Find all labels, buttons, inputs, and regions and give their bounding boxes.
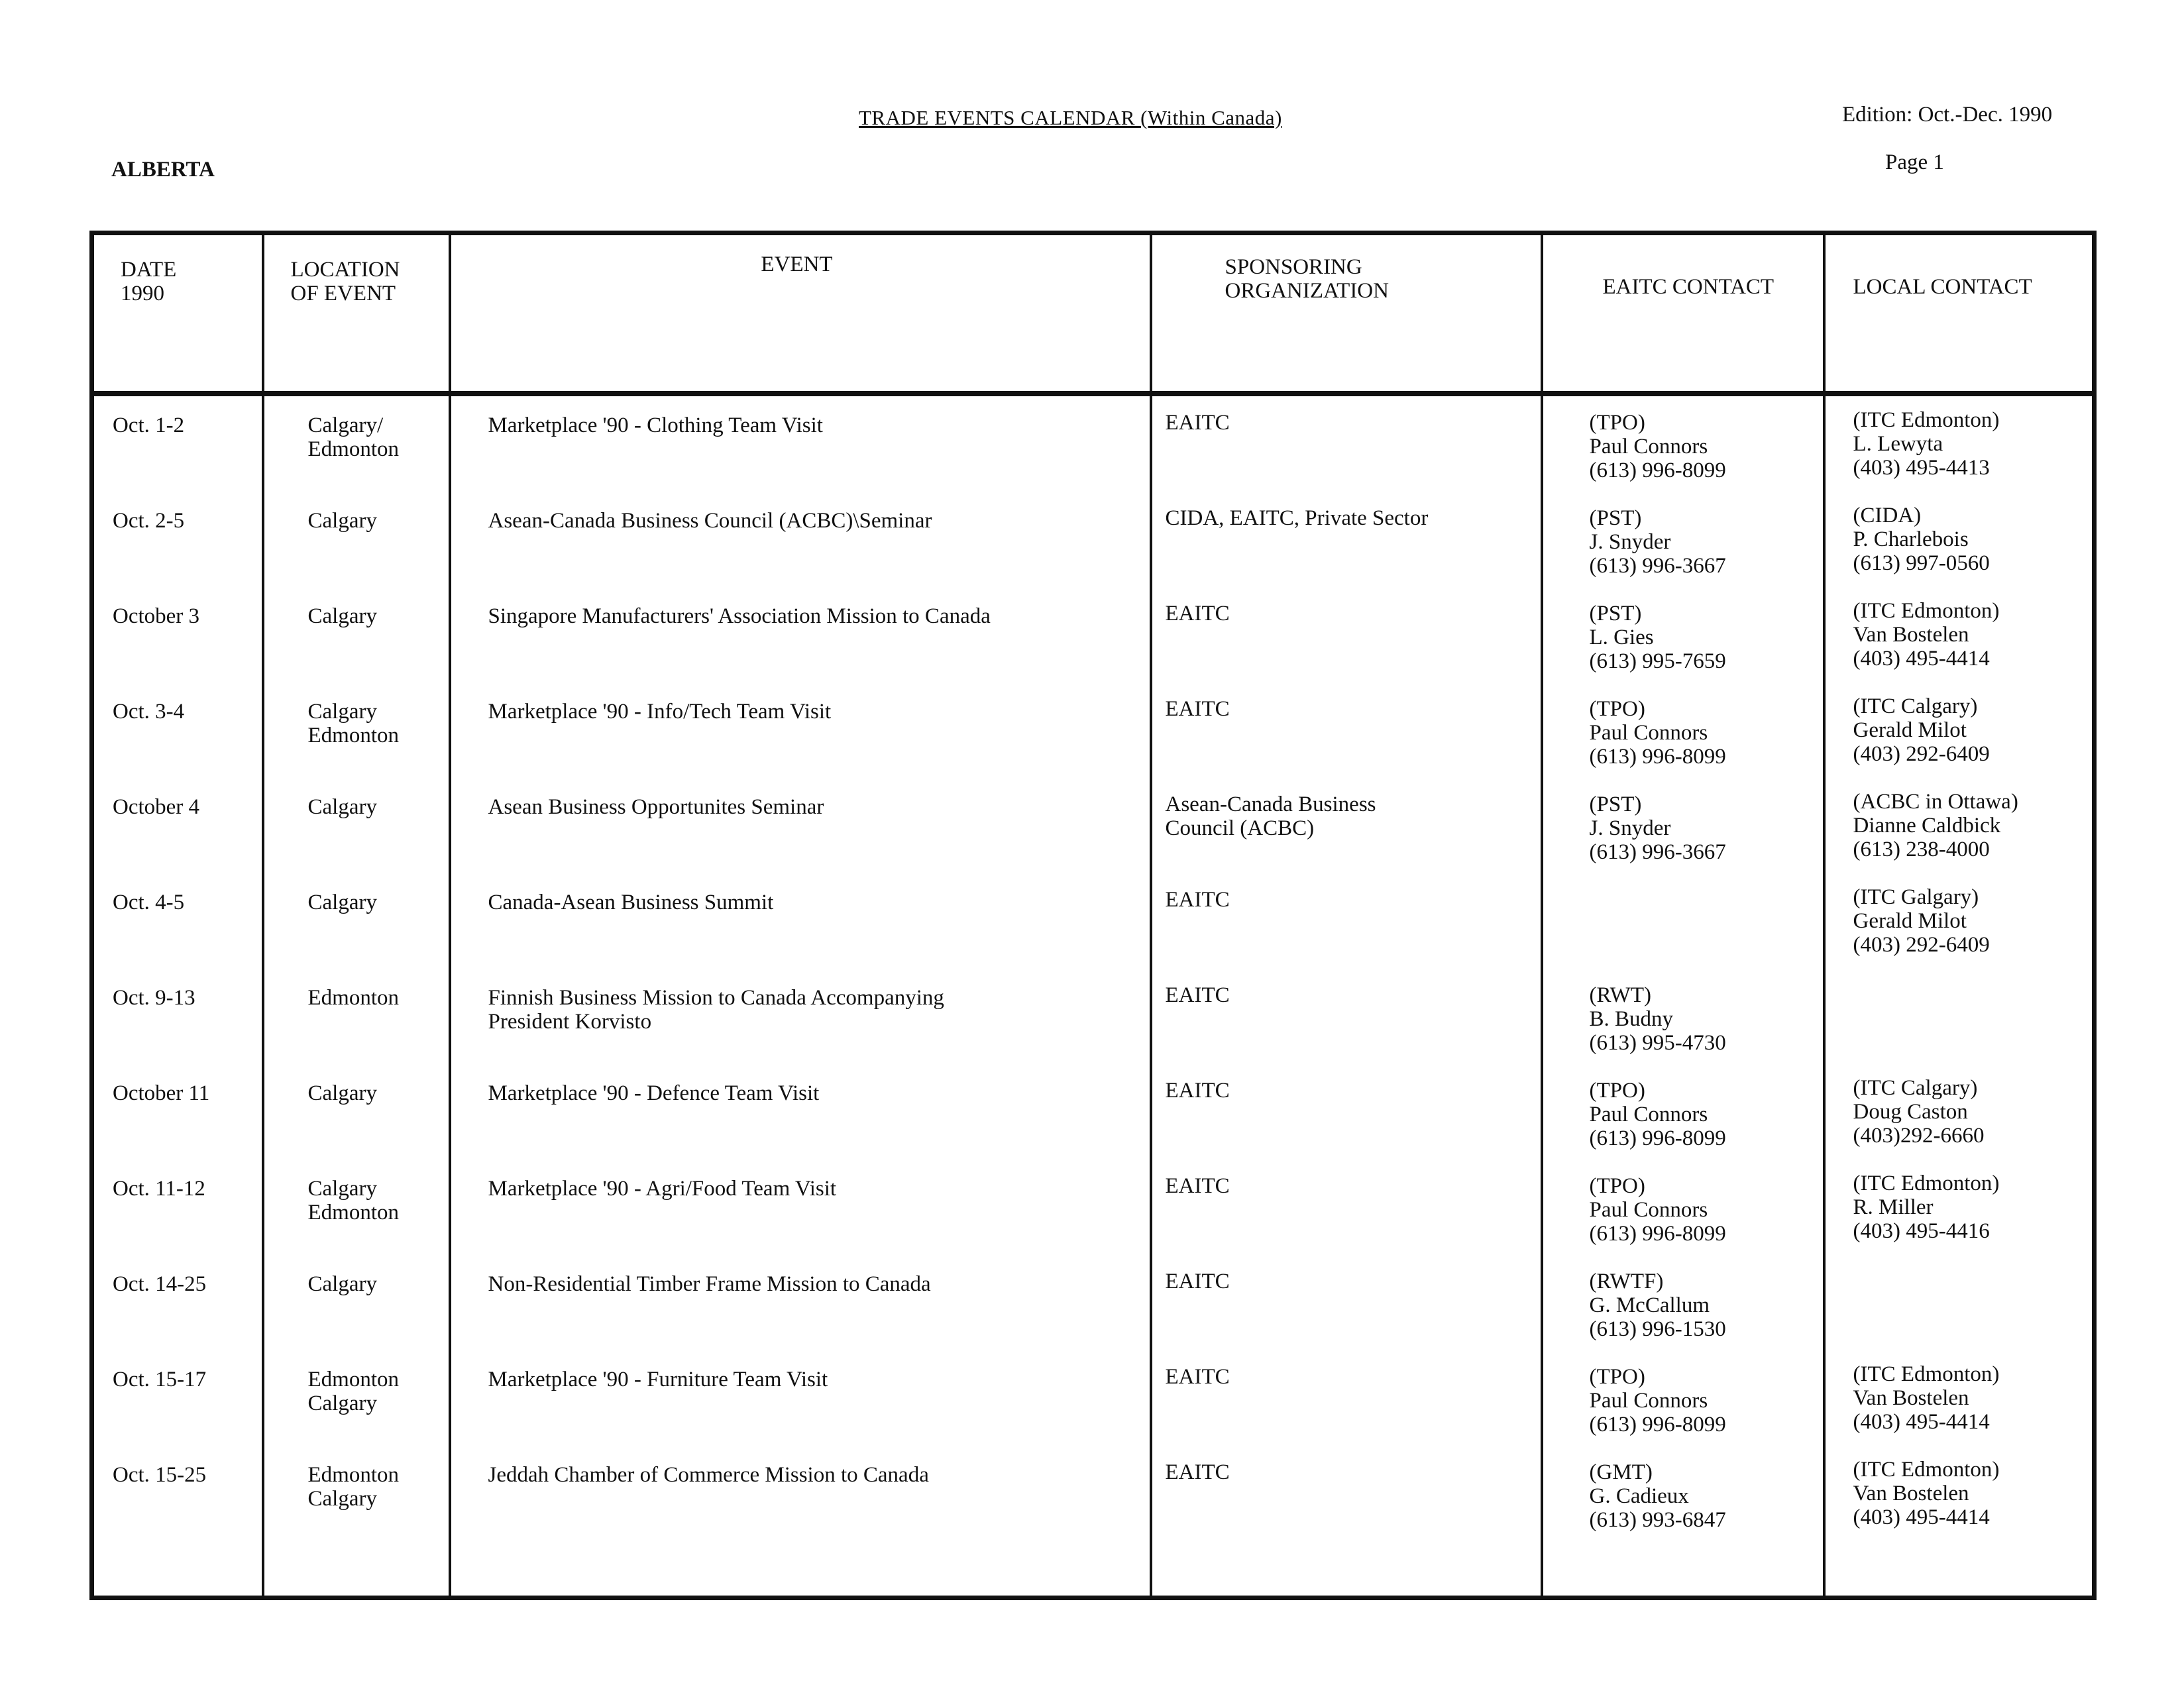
cell-event bbox=[450, 1160, 1151, 1255]
column-header-location bbox=[263, 233, 450, 394]
cell-location bbox=[263, 969, 450, 1064]
cell-eaitc-contact bbox=[1542, 587, 1824, 682]
cell-line: Calgary bbox=[307, 604, 377, 628]
cell-sponsor bbox=[1151, 394, 1542, 492]
cell-line: (403) 292-6409 bbox=[1853, 933, 1990, 957]
cell-local-contact bbox=[1824, 682, 2095, 778]
edition-label: Edition: Oct.-Dec. 1990 bbox=[1842, 103, 2053, 127]
cell-line: (ACBC in Ottawa) bbox=[1853, 790, 2018, 814]
cell-eaitc-contact bbox=[1542, 1350, 1824, 1446]
cell-line: (PST) bbox=[1589, 602, 1642, 625]
cell-line: EAITC bbox=[1165, 1365, 1230, 1389]
province-heading: ALBERTA bbox=[111, 158, 215, 182]
column-header-event bbox=[450, 233, 1151, 394]
cell-line: EAITC bbox=[1165, 411, 1230, 435]
cell-event bbox=[450, 682, 1151, 778]
cell-line: Calgary bbox=[307, 509, 377, 533]
cell-date bbox=[92, 969, 263, 1064]
cell-line: Marketplace '90 - Clothing Team Visit bbox=[488, 413, 823, 437]
cell-line: (TPO) bbox=[1589, 1174, 1645, 1198]
cell-line: (ITC Edmonton) bbox=[1853, 408, 2000, 432]
cell-sponsor bbox=[1151, 969, 1542, 1064]
cell-line: October 11 bbox=[113, 1081, 210, 1105]
table-header-row bbox=[92, 233, 2095, 394]
cell-line: Council (ACBC) bbox=[1165, 816, 1315, 840]
cell-line: (403) 495-4414 bbox=[1853, 1505, 1990, 1529]
cell-location bbox=[263, 682, 450, 778]
cell-line: EAITC bbox=[1165, 983, 1230, 1007]
cell-local-contact bbox=[1824, 587, 2095, 682]
cell-line: Edmonton bbox=[307, 1463, 399, 1487]
cell-line: Calgary bbox=[307, 795, 377, 819]
cell-line: (613) 996-8099 bbox=[1589, 1126, 1726, 1150]
cell-local-contact bbox=[1824, 1064, 2095, 1160]
cell-line: Dianne Caldbick bbox=[1853, 814, 2001, 838]
cell-line: (613) 238-4000 bbox=[1853, 838, 1990, 861]
table-row bbox=[92, 394, 2095, 492]
cell-line: Oct. 15-17 bbox=[113, 1368, 207, 1391]
cell-line: (613) 996-1530 bbox=[1589, 1317, 1726, 1341]
cell-line: Paul Connors bbox=[1589, 1389, 1708, 1413]
cell-line: (TPO) bbox=[1589, 1079, 1645, 1103]
cell-event bbox=[450, 1350, 1151, 1446]
table-row bbox=[92, 969, 2095, 1064]
cell-date bbox=[92, 1064, 263, 1160]
cell-line: (ITC Edmonton) bbox=[1853, 599, 2000, 623]
table-row bbox=[92, 1446, 2095, 1598]
cell-line: Finnish Business Mission to Canada Accompanying bbox=[488, 986, 944, 1010]
cell-date bbox=[92, 1160, 263, 1255]
table-row bbox=[92, 1350, 2095, 1446]
cell-line: Edmonton bbox=[307, 986, 399, 1010]
cell-line: P. Charlebois bbox=[1853, 527, 1969, 551]
cell-event bbox=[450, 1446, 1151, 1598]
table-row bbox=[92, 1064, 2095, 1160]
cell-line: EAITC bbox=[1165, 602, 1230, 625]
cell-line: (613) 996-3667 bbox=[1589, 840, 1726, 864]
cell-line: Marketplace '90 - Agri/Food Team Visit bbox=[488, 1177, 837, 1201]
cell-line: Marketplace '90 - Furniture Team Visit bbox=[488, 1368, 828, 1391]
cell-line: (GMT) bbox=[1589, 1460, 1653, 1484]
events-table bbox=[89, 231, 2097, 1600]
cell-event bbox=[450, 1255, 1151, 1350]
cell-line: Van Bostelen bbox=[1853, 1482, 1969, 1505]
cell-line: Edmonton bbox=[307, 1368, 399, 1391]
page-number: Page 1 bbox=[1885, 150, 1944, 174]
cell-location bbox=[263, 1064, 450, 1160]
cell-line: (613) 997-0560 bbox=[1853, 551, 1990, 575]
cell-line: Oct. 9-13 bbox=[113, 986, 195, 1010]
cell-line: Oct. 2-5 bbox=[113, 509, 185, 533]
cell-line: (ITC Edmonton) bbox=[1853, 1458, 2000, 1482]
cell-line: Calgary bbox=[307, 1391, 377, 1415]
cell-location bbox=[263, 1446, 450, 1598]
cell-line: Canada-Asean Business Summit bbox=[488, 891, 774, 914]
cell-date bbox=[92, 778, 263, 873]
cell-line: Edmonton bbox=[307, 1201, 399, 1224]
cell-line: J. Snyder bbox=[1589, 530, 1671, 554]
cell-location bbox=[263, 492, 450, 587]
cell-sponsor bbox=[1151, 873, 1542, 969]
cell-local-contact bbox=[1824, 969, 2095, 1064]
cell-local-contact bbox=[1824, 1160, 2095, 1255]
cell-line: (403) 495-4413 bbox=[1853, 456, 1990, 480]
cell-line: (613) 996-8099 bbox=[1589, 745, 1726, 769]
cell-line: (613) 995-7659 bbox=[1589, 649, 1726, 673]
cell-line: L. Gies bbox=[1589, 625, 1654, 649]
cell-line: (613) 996-8099 bbox=[1589, 1413, 1726, 1437]
cell-line: (613) 993-6847 bbox=[1589, 1508, 1726, 1532]
cell-line: (TPO) bbox=[1589, 697, 1645, 721]
cell-line: J. Snyder bbox=[1589, 816, 1671, 840]
cell-line: EAITC bbox=[1165, 1460, 1230, 1484]
cell-line: (RWT) bbox=[1589, 983, 1651, 1007]
cell-line: Calgary/ bbox=[307, 413, 384, 437]
cell-eaitc-contact bbox=[1542, 1446, 1824, 1598]
cell-line: (ITC Galgary) bbox=[1853, 885, 1979, 909]
cell-date bbox=[92, 682, 263, 778]
cell-line: CIDA, EAITC, Private Sector bbox=[1165, 506, 1429, 530]
cell-eaitc-contact bbox=[1542, 682, 1824, 778]
cell-line: (403) 495-4414 bbox=[1853, 1410, 1990, 1434]
cell-line: Calgary bbox=[307, 1177, 377, 1201]
cell-line: Calgary bbox=[307, 1081, 377, 1105]
cell-event bbox=[450, 969, 1151, 1064]
cell-line: (613) 995-4730 bbox=[1589, 1031, 1726, 1055]
cell-line: R. Miller bbox=[1853, 1195, 1934, 1219]
cell-event bbox=[450, 778, 1151, 873]
cell-line: L. Lewyta bbox=[1853, 432, 1943, 456]
cell-line: (ITC Calgary) bbox=[1853, 1076, 1978, 1100]
cell-sponsor bbox=[1151, 492, 1542, 587]
cell-eaitc-contact bbox=[1542, 492, 1824, 587]
table-row bbox=[92, 873, 2095, 969]
table-row bbox=[92, 778, 2095, 873]
cell-eaitc-contact bbox=[1542, 1064, 1824, 1160]
cell-line: (613) 996-8099 bbox=[1589, 459, 1726, 482]
cell-line: Paul Connors bbox=[1589, 435, 1708, 459]
table-row bbox=[92, 1160, 2095, 1255]
cell-location bbox=[263, 778, 450, 873]
page-title: TRADE EVENTS CALENDAR (Within Canada) bbox=[859, 106, 1282, 129]
cell-eaitc-contact bbox=[1542, 873, 1824, 969]
column-header-eaitc-contact bbox=[1542, 233, 1824, 394]
cell-sponsor bbox=[1151, 1064, 1542, 1160]
cell-line: (613) 996-8099 bbox=[1589, 1222, 1726, 1246]
cell-local-contact bbox=[1824, 1350, 2095, 1446]
column-header-date bbox=[92, 233, 263, 394]
table-row bbox=[92, 587, 2095, 682]
cell-local-contact bbox=[1824, 873, 2095, 969]
header-line: LOCAL CONTACT bbox=[1853, 275, 2032, 299]
cell-line: Marketplace '90 - Info/Tech Team Visit bbox=[488, 700, 832, 724]
cell-local-contact bbox=[1824, 394, 2095, 492]
cell-line: Calgary bbox=[307, 1487, 377, 1511]
cell-line: EAITC bbox=[1165, 888, 1230, 912]
cell-line: Oct. 3-4 bbox=[113, 700, 185, 724]
cell-location bbox=[263, 1350, 450, 1446]
cell-line: October 4 bbox=[113, 795, 200, 819]
cell-line: G. Cadieux bbox=[1589, 1484, 1689, 1508]
column-header-local-contact bbox=[1824, 233, 2095, 394]
cell-line: Calgary bbox=[307, 891, 377, 914]
cell-sponsor bbox=[1151, 682, 1542, 778]
cell-line: October 3 bbox=[113, 604, 200, 628]
cell-line: Doug Caston bbox=[1853, 1100, 1968, 1124]
cell-line: G. McCallum bbox=[1589, 1293, 1710, 1317]
cell-eaitc-contact bbox=[1542, 778, 1824, 873]
cell-eaitc-contact bbox=[1542, 1255, 1824, 1350]
header-line: LOCATION bbox=[290, 258, 400, 282]
header-line: ORGANIZATION bbox=[1225, 279, 1389, 303]
cell-line: Paul Connors bbox=[1589, 721, 1708, 745]
cell-sponsor bbox=[1151, 1446, 1542, 1598]
cell-line: (PST) bbox=[1589, 792, 1642, 816]
cell-line: Asean Business Opportunites Seminar bbox=[488, 795, 824, 819]
column-header-sponsor bbox=[1151, 233, 1542, 394]
cell-line: (CIDA) bbox=[1853, 504, 1922, 527]
cell-line: (ITC Edmonton) bbox=[1853, 1362, 2000, 1386]
cell-line: Calgary bbox=[307, 1272, 377, 1296]
cell-line: President Korvisto bbox=[488, 1010, 652, 1034]
cell-line: EAITC bbox=[1165, 1174, 1230, 1198]
cell-line: Asean-Canada Business bbox=[1165, 792, 1376, 816]
cell-line: Singapore Manufacturers' Association Mission to Canada bbox=[488, 604, 991, 628]
cell-line: EAITC bbox=[1165, 1270, 1230, 1293]
cell-eaitc-contact bbox=[1542, 1160, 1824, 1255]
cell-sponsor bbox=[1151, 1350, 1542, 1446]
header-line: DATE bbox=[121, 258, 177, 282]
cell-line: Marketplace '90 - Defence Team Visit bbox=[488, 1081, 820, 1105]
cell-local-contact bbox=[1824, 1446, 2095, 1598]
cell-line: Edmonton bbox=[307, 724, 399, 747]
header-line: EAITC CONTACT bbox=[1602, 275, 1774, 299]
cell-line: (403) 292-6409 bbox=[1853, 742, 1990, 766]
cell-eaitc-contact bbox=[1542, 969, 1824, 1064]
cell-eaitc-contact bbox=[1542, 394, 1824, 492]
cell-line: Calgary bbox=[307, 700, 377, 724]
cell-line: (ITC Calgary) bbox=[1853, 694, 1978, 718]
cell-line: Non-Residential Timber Frame Mission to Canada bbox=[488, 1272, 931, 1296]
cell-line: Oct. 15-25 bbox=[113, 1463, 207, 1487]
cell-date bbox=[92, 587, 263, 682]
cell-line: (TPO) bbox=[1589, 1365, 1645, 1389]
header-line: 1990 bbox=[121, 282, 164, 305]
cell-event bbox=[450, 492, 1151, 587]
cell-date bbox=[92, 1446, 263, 1598]
cell-date bbox=[92, 873, 263, 969]
cell-line: Oct. 14-25 bbox=[113, 1272, 207, 1296]
cell-line: (TPO) bbox=[1589, 411, 1645, 435]
cell-line: (ITC Edmonton) bbox=[1853, 1171, 2000, 1195]
cell-line: Gerald Milot bbox=[1853, 909, 1967, 933]
cell-local-contact bbox=[1824, 1255, 2095, 1350]
table-row bbox=[92, 492, 2095, 587]
header-line: EVENT bbox=[761, 252, 833, 276]
cell-date bbox=[92, 492, 263, 587]
cell-date bbox=[92, 1255, 263, 1350]
cell-location bbox=[263, 873, 450, 969]
cell-line: Oct. 4-5 bbox=[113, 891, 185, 914]
header-line: OF EVENT bbox=[290, 282, 396, 305]
cell-line: EAITC bbox=[1165, 697, 1230, 721]
cell-line: (403) 495-4416 bbox=[1853, 1219, 1990, 1243]
cell-location bbox=[263, 587, 450, 682]
cell-line: (PST) bbox=[1589, 506, 1642, 530]
table-row bbox=[92, 682, 2095, 778]
cell-line: EAITC bbox=[1165, 1079, 1230, 1103]
cell-location bbox=[263, 1160, 450, 1255]
cell-event bbox=[450, 873, 1151, 969]
cell-line: Jeddah Chamber of Commerce Mission to Canada bbox=[488, 1463, 929, 1487]
cell-location bbox=[263, 394, 450, 492]
cell-line: Oct. 1-2 bbox=[113, 413, 185, 437]
cell-line: Paul Connors bbox=[1589, 1198, 1708, 1222]
cell-location bbox=[263, 1255, 450, 1350]
cell-line: Gerald Milot bbox=[1853, 718, 1967, 742]
cell-line: Paul Connors bbox=[1589, 1103, 1708, 1126]
cell-line: (403)292-6660 bbox=[1853, 1124, 1985, 1148]
cell-sponsor bbox=[1151, 1160, 1542, 1255]
cell-event bbox=[450, 394, 1151, 492]
cell-local-contact bbox=[1824, 778, 2095, 873]
cell-sponsor bbox=[1151, 1255, 1542, 1350]
table-row bbox=[92, 1255, 2095, 1350]
cell-line: Van Bostelen bbox=[1853, 1386, 1969, 1410]
cell-event bbox=[450, 1064, 1151, 1160]
cell-line: (403) 495-4414 bbox=[1853, 647, 1990, 671]
cell-line: Van Bostelen bbox=[1853, 623, 1969, 647]
cell-line: (613) 996-3667 bbox=[1589, 554, 1726, 578]
cell-date bbox=[92, 1350, 263, 1446]
cell-local-contact bbox=[1824, 492, 2095, 587]
cell-line: Oct. 11-12 bbox=[113, 1177, 205, 1201]
cell-line: (RWTF) bbox=[1589, 1270, 1664, 1293]
cell-sponsor bbox=[1151, 587, 1542, 682]
cell-line: Edmonton bbox=[307, 437, 399, 461]
cell-line: Asean-Canada Business Council (ACBC)\Seminar bbox=[488, 509, 932, 533]
cell-event bbox=[450, 587, 1151, 682]
cell-sponsor bbox=[1151, 778, 1542, 873]
cell-date bbox=[92, 394, 263, 492]
header-line: SPONSORING bbox=[1225, 255, 1362, 279]
cell-line: B. Budny bbox=[1589, 1007, 1674, 1031]
